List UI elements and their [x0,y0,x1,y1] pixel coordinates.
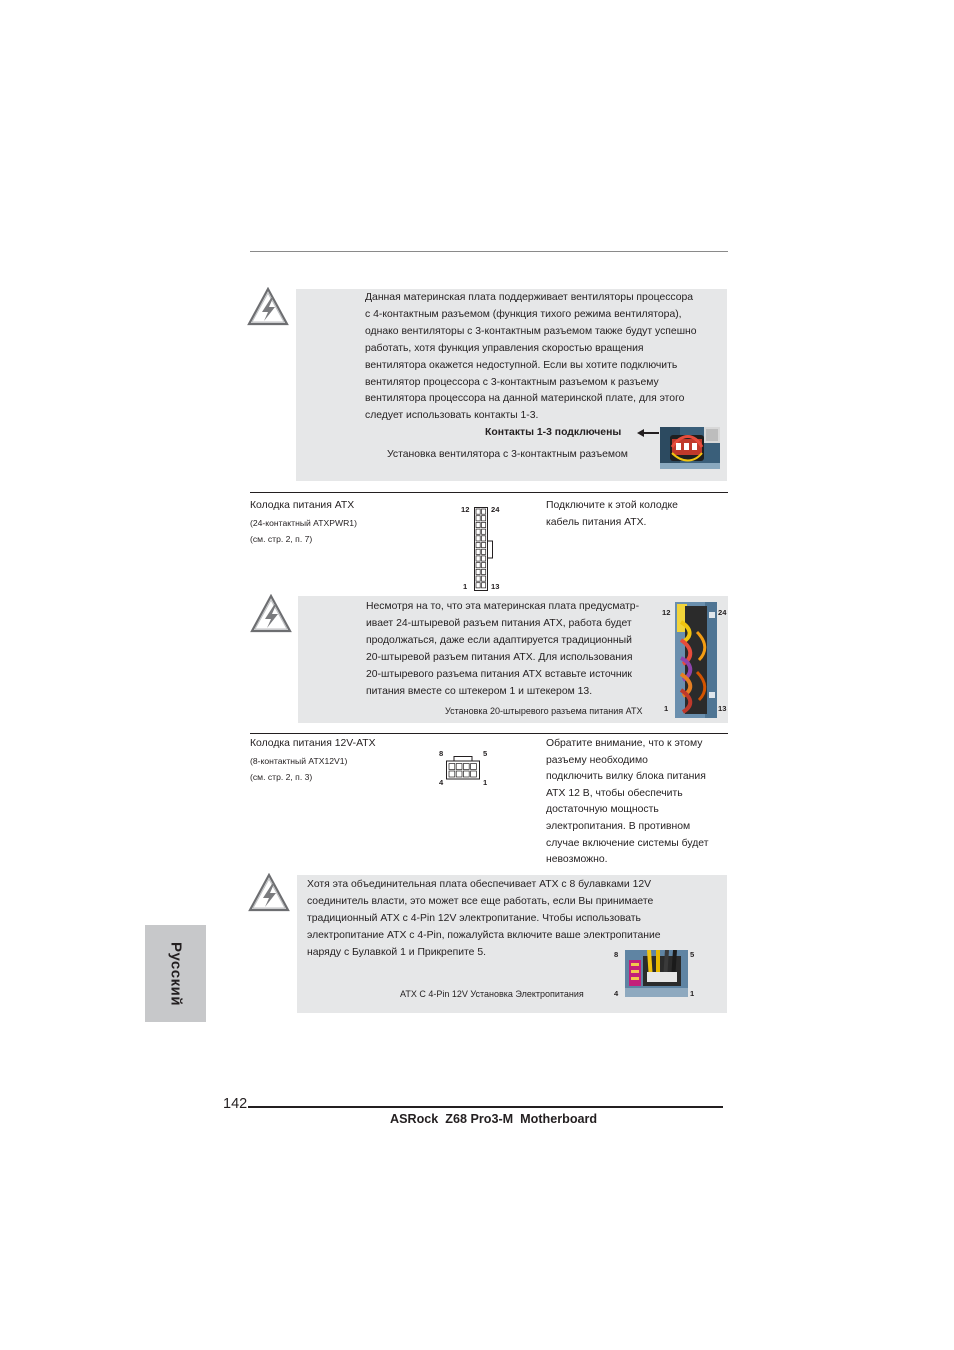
note3-line: электропитание ATX с 4-Pin, пожалуйста включите ваше электропитание [307,929,661,941]
atx12v-page-ref: (см. стр. 2, п. 3) [250,772,313,783]
atx-page-ref: (см. стр. 2, п. 7) [250,534,313,545]
note1-line: Данная материнская плата поддерживает вентиляторы процессора [365,292,694,303]
atx-subtitle: (24-контактный ATXPWR1) [250,517,357,528]
note2-text [366,599,666,700]
note2-line: продолжаться, даже если адаптируется традиционный [366,634,632,646]
note2-line: Несмотря на то, что эта материнская плата предусматр- [366,601,640,612]
note3-line: традиционный ATX с 4-Pin 12V электропитание. Чтобы использовать [307,912,641,924]
note1-line: вентилятор процессора с 3-контактным разъемом к разъему [365,376,659,388]
atx-heading [250,498,357,548]
atx12v-desc-line: подключить вилку блока питания [546,771,706,783]
atx-20pin-install-photo [675,602,717,718]
note3-pin-label-4: 4 [614,989,619,998]
atx12v-heading [250,736,376,786]
atx12v-description [546,736,708,869]
note3-line: Хотя эта объединительная плата обеспечивает ATX с 8 булавками 12V [307,879,652,890]
note1-line: следует использовать контакты 1-3. [365,410,539,422]
page-number: 142 [223,1096,248,1112]
note3-pin-label-8: 8 [614,950,619,959]
atx12v-desc-line: невозможно. [546,854,608,866]
atx12v-desc-line: ATX 12 В, чтобы обеспечить [546,787,683,799]
atx-pin-label-13: 13 [491,582,500,591]
note2-line: 20-штыревого разъема питания ATX вставьте источник [366,668,632,680]
note1-line: с 4-контактным разъемом (функция тихого режима вентилятора), [365,308,682,320]
atx12v-subtitle: (8-контактный ATX12V1) [250,755,348,766]
top-rule [250,251,728,252]
note2-line: ивает 24-штыревой разъем питания ATX, работа будет [366,617,632,629]
atx-desc-line: кабель питания ATX. [546,516,647,528]
language-tab-label: Русский [167,941,184,1006]
section-rule-atx [250,492,728,493]
note1-line: однако вентиляторы с 3-контактным разъемом также будут успешно [365,325,697,337]
warning-triangle-lightning-icon [250,594,292,634]
atx12v-pin-label-1: 1 [483,778,488,787]
note2-pin-label-1: 1 [664,704,669,713]
note2-line: питания вместе со штекером 1 и штекером 13. [366,685,593,697]
note3-text [307,877,722,962]
atx-pin-label-1: 1 [463,582,468,591]
atx12v-desc-line: разъему необходимо [546,754,648,766]
atx-24pin-connector-diagram [474,507,494,591]
atx-pin-label-12: 12 [461,505,470,514]
section-rule-atx12v [250,733,728,734]
note3-pin-label-1: 1 [690,989,695,998]
note1-text [365,290,725,425]
note2-line: 20-штыревой разъем питания ATX. Для использования [366,651,633,663]
atx12v-desc-line: случае включение системы будет [546,837,709,849]
note3-caption: ATX С 4-Pin 12V Установка Электропитания [400,989,584,999]
language-side-tab [145,925,206,1022]
atx12v-pin-label-5: 5 [483,749,488,758]
note2-pin-label-24: 24 [718,608,727,617]
atx-title: Колодка питания ATX [250,500,355,511]
note3-pin-label-5: 5 [690,950,695,959]
note3-line: соединитель власти, это может все еще работать, если Вы принимаете [307,895,654,907]
warning-triangle-lightning-icon [248,873,290,913]
atx12v-8pin-connector-diagram [446,756,480,780]
footer-rule [248,1106,723,1108]
note2-caption: Установка 20-штыревого разъема питания ATX [445,706,643,716]
note1-line: работать, хотя функция управления скоростью вращения [365,342,644,354]
note2-pin-label-12: 12 [662,608,671,617]
atx12v-title: Колодка питания 12V-ATX [250,738,376,749]
atx12v-desc-line: электропитания. В противном [546,820,691,832]
atx12v-pin-label-8: 8 [439,749,444,758]
warning-triangle-lightning-icon [247,287,289,327]
atx-description [546,498,678,531]
atx12v-desc-line: Обратите внимание, что к этому [546,738,703,749]
atx-4pin-install-photo [625,950,688,997]
atx12v-desc-line: достаточную мощность [546,804,659,816]
note3-line: наряду с Булавкой 1 и Прикрепите 5. [307,946,486,958]
note1-caption: Установка вентилятора с 3-контактным разъемом [387,449,628,460]
atx-pin-label-24: 24 [491,505,500,514]
product-name: ASRock Z68 Pro3-M Motherboard [390,1112,598,1126]
left-arrow-icon [637,428,659,438]
atx12v-pin-label-4: 4 [439,778,444,787]
cpu-fan-connector-photo [660,427,720,469]
note2-pin-label-13: 13 [718,704,727,713]
pins-connected-label: Контакты 1-3 подключены [485,427,622,438]
atx-desc-line: Подключите к этой колодке [546,500,678,511]
note1-line: вентилятора окажется недоступной. Если вы хотите подключить [365,359,678,371]
note1-line: вентилятора процессора на данной материнской плате, для этого [365,393,685,405]
